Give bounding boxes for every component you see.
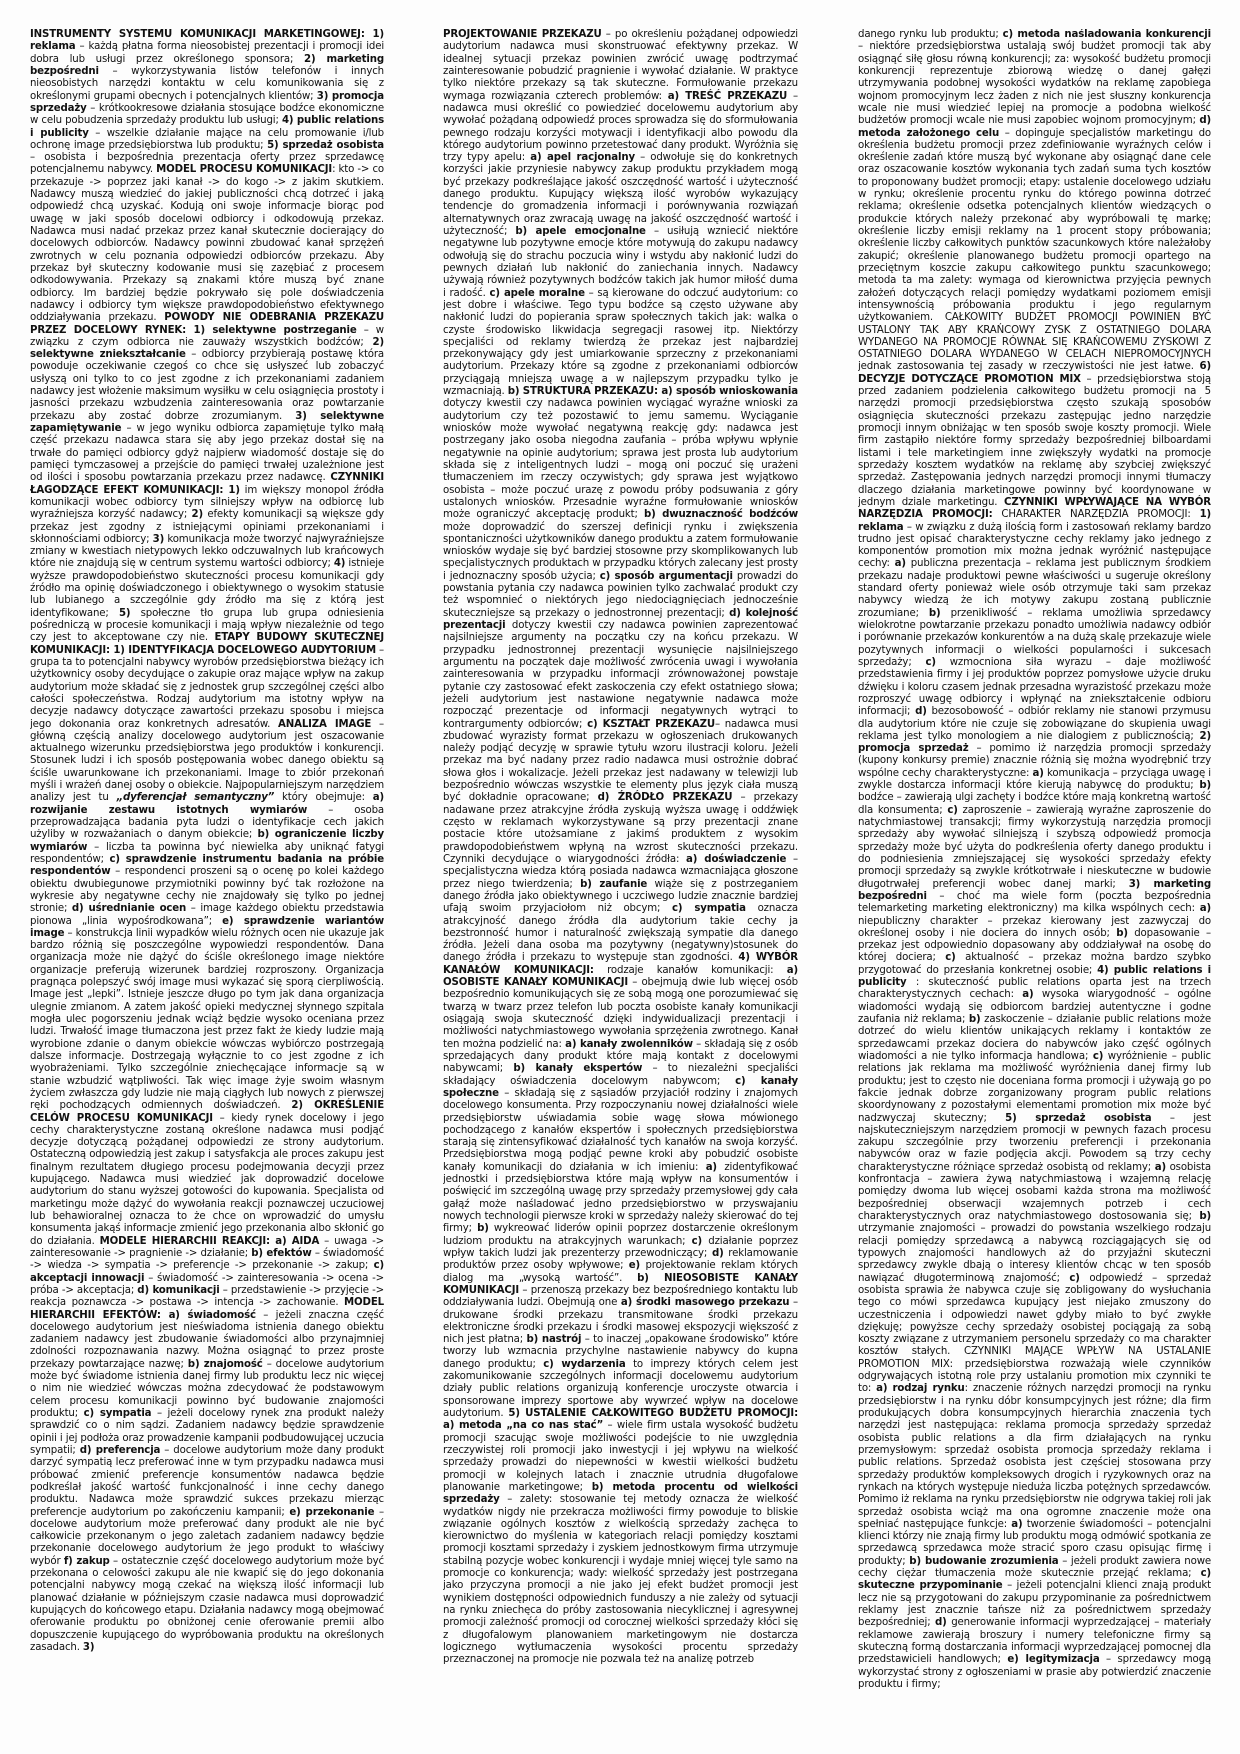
- body-text: wyróżnienie – public relations jak reklama ma możliwość wyróżnienia danej firmy lub produktu; jest to często nie doceniana forma promocji i używają go po fakcie jednak dobrze zorganizowany program public relations skoordynowany z pozostałymi elementami promotion mix może być nadzwyczaj skuteczny;: [858, 1050, 1211, 1124]
- body-text: – to niezależni specjaliści składający oświadczenia docelowym nabywcom;: [443, 1063, 798, 1087]
- inline-heading: a): [894, 558, 906, 570]
- inline-heading: b) budowanie zrozumienia: [909, 1555, 1059, 1567]
- body-text: prowadzi do powstania pytania czy nadawca powinien tylko zachwalać produkt czy też wspomnieć o niektórych jego niedociągnięciach jednocześnie skuteczniejsze są przekazy o jednostronnej prezentacji;: [443, 570, 798, 619]
- inline-heading: POWODY NIE ODEBRANIA PRZEKAZU PRZEZ DOCELOWY RYNEK: 1) selektywne postrzeganie: [30, 312, 384, 336]
- inline-heading: a) środki masowego przekazu: [620, 1297, 790, 1309]
- inline-heading: 2) OKREŚLENIE CELÓW PROCESU KOMUNIKACJI: [30, 1100, 384, 1124]
- inline-heading: 6) DECYZJE DOTYCZĄCE PROMOTION MIX: [858, 361, 1211, 385]
- body-text: – respondenci proszeni są o ocenę po kolei każdego obiektu dwubiegunowe przymiotniki powinny być tak rozłożone na wykresie aby negatywne cechy nie znajdowały się tylko po jednej stronie;: [30, 866, 384, 915]
- inline-heading: c): [1092, 1050, 1104, 1062]
- body-text: utrzymanie znajomości – prowadzi do powstania wszelkiego rodzaju relacji pomiędzy sprzedawcą a nabywcą rozciągających się od typowych znajomości handlowych aż do przyjaźni skuteczni sprzedawcy zwykle dbają o interesy klientów chcąc w ten sposób nawiązać długoterminową znajomość;: [858, 1223, 1211, 1284]
- inline-heading: d) preferencja: [79, 1444, 161, 1456]
- body-text: osobista konfrontacja – zawiera żywą natychmiastową i wzajemną relację pomiędzy dwoma lub więcej osobami każda strona ma możliwość bezpośredniej obserwacji wzajemnych potrzeb i cech charakterystycznych oraz natychmiastowego dostosowania się;: [858, 1161, 1211, 1222]
- body-text: – po określeniu pożądanej odpowiedzi audytorium nadawca musi skonstruować efektywny przekaz. W idealnej sytuacji przekaz powinien zwrócić uwagę podtrzymać zainteresowanie pobudzić pragnienie i wywołać działanie. W praktyce tylko niektóre przekazy są tak skuteczne. Formułowanie przekazu wymaga rozwiązania czterech problemów:: [443, 29, 798, 102]
- body-text: – uwaga -> zainteresowanie -> pragnienie -> działanie;: [30, 1235, 384, 1259]
- inline-heading: d) metoda założonego celu: [858, 115, 1211, 139]
- inline-heading: c): [925, 656, 936, 668]
- body-text: – krótkookresowe działania stosujące bodźce ekonomiczne w celu pobudzenia sprzedaży produktu lub usługi;: [30, 102, 384, 127]
- body-text: który obejmuje:: [274, 792, 373, 804]
- inline-heading: b): [1116, 927, 1128, 939]
- inline-heading: INSTRUMENTY SYSTEMU KOMUNIKACJI MARKETINGOWEJ: 1) reklama: [30, 29, 384, 53]
- body-text: – docelowe audytorium może preferować dany produkt ale nie być całkowicie przekonanym o jego zaletach zadaniem nadawcy będzie przekonanie docelowego audytorium że jego produkt to właściwy wybór: [30, 1506, 384, 1567]
- body-text: – specjalistyczna wiedza którą posiada nadawca wzmacniająca głoszone przez niego twierdzenia;: [443, 853, 798, 890]
- inline-heading: d): [711, 1247, 724, 1259]
- body-text: publiczna prezentacja – reklama jest publicznym środkiem przekazu nadaje produktowi pewne właściwości u sugeruje określony standard oferty ponieważ wiele osób otrzymuje taki sam przekaz nabywcy wiedzą że ich motywy zakupu zostaną publicznie zrozumiane;: [858, 558, 1211, 619]
- inline-heading: c) sposób argumentacji: [599, 570, 733, 582]
- inline-heading: a) TREŚĆ PRZEKAZU: [667, 90, 788, 102]
- body-text: tworzenie świadomości – potencjalni klienci którzy nie znają firmy lub produktu mogą odmówić spotkania ze sprzedawcą sprzedawca może stracić sporo czasu opisując firmę i produkty;: [858, 1518, 1211, 1567]
- body-text: – usiłują wzniecić niektóre negatywne lub pozytywne emocje które motywują do zakupu nadawcy odwołują się do strachu poczucia winy i wstydu aby nakłonić ludzi do pewnych działań lub nakłonić do zaniechania innych. Nadawcy używają również pozytywnych bodźców takich jak humor miłość duma i radość.: [443, 226, 798, 299]
- inline-heading: 3): [82, 1641, 95, 1653]
- inline-heading: d) kolejność prezentacji: [443, 607, 798, 631]
- body-text: oznacza atrakcyjność danego źródła dla audytorium takie cechy ja bezstronność humor i naturalność zwiększają sympatie dla danego źródła. Jeżeli dana osoba ma pozytywny (negatywny)stosunek do danego źródła i przekazu to występuje stan zgodności.: [443, 903, 798, 964]
- body-text: – konstrukcja linii wypadków wielu różnych ocen nie ukazuje jak bardzo różnią się poszczególne wypowiedzi respondentów. Dana organizacja może nie dążyć do ściśle określonego image niektóre organizacje preferują wizerunek bardziej rozproszony. Organizacja pragnąca polepszyć swój image musi wykazać się sporą cierpliwością. Image jest „lepki”. Istnieje jeszcze długo po tym jak dana organizacja ulegnie zmianom. A zatem jakość opieki medycznej słynnego szpitala mogła ulec pogorszeniu jednak wciąż będzie wysoko oceniana przez ludzi. Trwałość image tłumaczona jest przez fakt że kiedy ludzie mają wyrobione zdanie o danym obiekcie wówczas wybiórczo postrzegają dalsze informacje. Dostrzegają wyłącznie to co jest zgodne z ich wyobrażeniami. Tylko szczególnie zniechęcające informacje są w stanie wzbudzić wątpliwości. Tak więc image żyje swoim własnym życiem zwłaszcza gdy ludzie nie mają ciągłych lub nowych z pierwszej ręki pochodzących odmiennych doświadczeń.: [30, 927, 384, 1112]
- body-text: wykreować liderów opinii poprzez dostarczenie określonym ludziom produktu na atrakcyjnych warunkach;: [443, 1223, 798, 1247]
- inline-heading: e): [628, 1260, 641, 1272]
- inline-heading: a) rozwijanie zestawu istotnych wymiarów: [30, 792, 384, 816]
- inline-heading: a): [1032, 767, 1044, 779]
- inline-heading: b) znajomość: [187, 1358, 263, 1370]
- body-text: – składają się z sąsiadów przyjaciół rodziny i znajomych docelowego konsumenta. Przy rozpoczynaniu nowej działalności wiele przedsiębiorstw uświadamia sobie wagę słowa mówionego pochodzącego z kanałów ekspertów i społecznych przedsiębiorstwa starają się zintensyfikować działalność tych kanałów na swoja korzyść. Przedsiębiorstwa mogą podjąć pewne kroki aby pobudzić osobiste kanały komunikacji do działania w ich imieniu:: [443, 1087, 798, 1173]
- inline-heading: 5) USTALENIE CAŁKOWITEGO BUDŻETU PROMOCJI: a) metoda „na co nas stać”: [443, 1408, 798, 1432]
- body-text: – świadomość -> wiedza -> sympatia -> preferencje -> przekonanie -> zakup;: [30, 1247, 384, 1272]
- body-text: bezosobowość – odbiór reklamy nie stanowi przymusu dla audytorium które nie czuje się zobowiązane do skupienia uwagi reklama jest tylko monologiem a nie dialogiem z publicznością;: [858, 706, 1211, 742]
- body-text: – odwołuje się do konkretnych korzyści jakie przyniesie nabywcy zakup produktu przykładem mogą być przekazy podkreślające jakość oszczędność wartość i użyteczność danego produktu. Kupujący większą ilość wyrobów wykazujący tendencje do gromadzenia informacji i porównywania rozwiązań alternatywnych oraz zwracają uwagę na jakość oszczędność wartość i użyteczność;: [443, 152, 798, 237]
- inline-heading: a): [1011, 1518, 1023, 1530]
- body-text: im większy monopol źródła komunikacji wobec odbiorcy tym silniejszy wpływ na odbiorcę lub wyraźniejsza korzyść nadawcy;: [30, 484, 384, 521]
- body-text: zaskoczenie – działanie public relations może dotrzeć do wielu klientów unikających reklamy i kontaktów ze sprzedawcami przekaz dociera do nabywców jako część ogólnych wiadomości a nie tylko informacja handlowa;: [858, 1014, 1211, 1062]
- inline-heading: b) apele emocjonalne: [515, 226, 646, 237]
- body-text: – osoba przeprowadzająca badania pyta ludzi o identyfikacje cech jakich użyliby w rozważaniach o danym obiekcie;: [30, 804, 384, 841]
- text-column-3: [858, 29, 1211, 1741]
- inline-heading: c) sprawdzenie instrumentu badania na próbie respondentów: [30, 853, 384, 878]
- body-text: – odbiorcy przybierają postawę która powoduje oczekiwanie czegoś co chce się usłyszeć lub zobaczyć usłyszą oni tylko to co jest zgodne z ich przekonaniami zadaniem nadawcy jest włożenie maksimum wysiłku w celu osiągnięcia prostoty i jasności przekazu wzbudzenia zainteresowania oraz powtarzanie przekazu aby zostać dobrze zrozumianym.: [30, 349, 384, 422]
- inline-heading: a) doświadczenie: [686, 853, 787, 865]
- inline-heading: 4) WYBÓR KANAŁÓW KOMUNIKACJI:: [443, 952, 798, 976]
- body-text: – grupa ta to potencjalni nabywcy wyrobów przedsiębiorstwa bieżący ich użytkownicy osoby decydujące o zakupie oraz mające wpływ na zakup audytorium może składać się z jednostek grup szczególnej części albo całości społeczeństwa. Rodzaj audytorium ma istotny wpływ na decyzje nadawcy dotyczące zawartości przekazu sposobu i miejsca jego dokonania oraz konkretnych adresatów.: [30, 644, 384, 730]
- inline-heading: a) OSOBISTE KANAŁY KOMUNIKACJI: [443, 964, 798, 989]
- inline-heading: b): [1199, 1211, 1211, 1222]
- body-text: – w związku z dużą ilością form i zastosowań reklamy bardzo trudno jest opisać charakterystyczne cechy reklamy jako jednego z komponentów promotion mix można jednak wyróżnić następujące cechy:: [858, 521, 1211, 570]
- body-text: może doprowadzić do szerszej definicji rynku i zwiększenia spontaniczności użytkowników danego produktu a zatem formułowanie wniosków wydaje się być bardziej stosowne przy skomplikowanych lub specjalistycznych produktach w przypadku których zalecany jest prosty i jednoznaczny sposób użycia;: [443, 521, 798, 582]
- inline-heading: d) komunikacji: [137, 1284, 220, 1296]
- body-text: wzmocniona siła wyrazu – daje możliwość przedstawienia firmy i jej produktów poprzez pomysłowe użycie druku dźwięku i koloru czasem jednak przesadna wyrazistość przekazu może rozproszyć uwagę odbiorcy i wpłynąć na zniekształcenie odbioru informacji;: [858, 656, 1211, 718]
- inline-heading: b) NIEOSOBISTE KANAŁY KOMUNIKACJI: [443, 1272, 798, 1296]
- body-text: – główną częścią analizy docelowego audytorium jest oszacowanie aktualnego wizerunku przedsiębiorstwa jego produktów i konkurencji. Stosunek ludzi i ich sposób postępowania wobec danego obiektu są ściśle uwarunkowane ich przekonaniami. Image to zbiór przekonań myśli i wrażeń danej osoby o obiekcie. Najpopularniejszym narzędziem analizy jest tu: [30, 718, 384, 804]
- body-text: – przedsiębiorstwa stoją przed zadaniem podzielenia całkowitego budżetu promocji na 5 narzędzi promocji przedsiębiorstwa często szukają sposobów osiągnięcia skuteczności przekazu zastępując jedno narzędzie promocji innym obniżając w ten sposób swoje koszty promocji. Wiele firm zastąpiło niektóre formy sprzedaży bezpośredniej bilboardami listami i tele marketingiem inne zwiększyły wydatki na promocje sprzedaży kosztem wydatków na reklamę aby szybciej zwiększyć sprzedaż. Zastępowania jednych narzędzi promocji innymi tłumaczy dlaczego działania marketingowe powinny być koordynowane w jednym dziale marketingu.: [858, 373, 1211, 508]
- inline-heading: 5): [118, 607, 131, 619]
- inline-heading: d) uśrednianie ocen: [71, 903, 187, 915]
- body-text: CHARAKTER NARZĘDZIA PROMOCJI:: [992, 509, 1200, 521]
- inline-heading: d) ŹRÓDŁO PRZEKAZU: [597, 792, 733, 804]
- body-text: – każdą płatna forma nieosobistej prezentacji i promocji idei dobra lub usługi przez określonego sponsora;: [30, 41, 384, 65]
- inline-heading: 3) marketing bezpośredni: [858, 878, 1211, 902]
- inline-heading: c) metoda naśladowania konkurencji: [1002, 29, 1211, 40]
- inline-heading: b) STRUKTURA PRZEKAZU: a) sposób wnioskowania: [507, 386, 798, 398]
- body-text: – kiedy rynek docelowy i jego cechy charakterystyczne zostaną określone nadawca musi podjąć decyzje dotyczącą pożądanej odpowiedzi ze strony audytorium. Ostateczną odpowiedzią jest zakup i satysfakcja ale proces zakupu jest finalnym rezultatem długiego procesu podejmowania decyzji przez kupującego. Nadawca musi wiedzieć jak doprowadzić docelowe audytorium do stanu wyższej gotowości do kupowania. Specjalista od marketingu może dążyć do wywołania reakcji poznawczej uczuciowej lub behawioralnej oznacza to że chce on wprowadzić do umysłu konsumenta jakąś informacje zmienić jego przekonania albo skłonić go do działania.: [30, 1112, 384, 1247]
- inline-heading: 2) marketing bezpośredni: [30, 53, 384, 77]
- body-text: danego rynku lub produktu;: [858, 29, 1003, 40]
- body-text: – niektóre przedsiębiorstwa ustalają swój budżet promocji tak aby osiągnąć siłę głosu równą konkurencji; za: wysokość budżetu promocji konkurencji reprezentuje zbiorową wiedzę o danej gałęzi utrzymywania podobnej wysokości wydatków na reklamę zapobiega wojnom promocyjnym lecz żaden z nich nie jest słuszny konkurencja wcale nie musi wiedzieć lepiej na promocje a podobna wielkość budżetów promocji wcale nie musi zapobiec wojnom promocyjnym;: [858, 41, 1211, 127]
- body-text: dopasowanie – przekaz jest odpowiednio dopasowany aby oddziaływał na osobę do której dociera;: [858, 927, 1211, 964]
- inline-heading: c): [691, 1235, 703, 1247]
- inline-heading: 2): [191, 509, 203, 521]
- body-text: przenikliwość – reklama umożliwia sprzedawcy wielokrotne powtarzanie przekazu ponadto umożliwia nadawcy odbiór i porównanie przekazów konkurentów a na dużą skalę przekazuje wiele pozytywnych informacji o wielkości popularności i sukcesach sprzedaży;: [858, 607, 1211, 668]
- body-text: – jeżeli znaczna część docelowego audytorium jest nieświadoma istnienia danego obiektu zadaniem nadawcy jest zbudowanie świadomości albo przynajmniej zdolności rozpoznawania nazwy. Można osiągnąć to przez proste przekazy powtarzające nazwę;: [30, 1309, 384, 1370]
- inline-heading: c): [1069, 1272, 1080, 1284]
- body-text: – ostatecznie część docelowego audytorium może być przekonana o celowości zakupu ale nie kwapić się do jego dokonania potencjalni nabywcy mogą czekać na większą ilość informacji lub planować działanie w późniejszym czasie nadawca musi doprowadzić kupujących do końcowego etapu. Działania nadawcy mogą obejmować oferowanie produktu po obniżonej cenie oferowanie premii albo dopuszczenie kupującego do wypróbowania produktu na określonych zasadach.: [30, 1555, 384, 1653]
- inline-heading: f) zakup: [63, 1555, 110, 1567]
- body-text: – jeżeli produkt zawiera nowe cechy ciężar tłumaczenia może skutecznie przejąć reklama;: [858, 1555, 1211, 1580]
- body-text: – przenoszą przekazy bez bezpośredniego kontaktu lub oddziaływania ludzi. Obejmują one: [443, 1284, 798, 1309]
- body-text: komunikacja może tworzyć najwyraźniejsze zmiany w kwestiach nietypowych lekko odczuwalnych lub krańcowych które nie znajdują się w centrum systemu wartości odbiorcy;: [30, 533, 384, 570]
- body-text: aktualność – przekaz można bardzo szybko przygotować do przesłania konkretnej osobie;: [858, 952, 1211, 976]
- inline-heading: c) skuteczne przypominanie: [858, 1568, 1211, 1592]
- body-text: – dopinguje specjalistów marketingu do określenia budżetu promocji przez zdefiniowanie wyraźnych celów i określenie zadań które muszą być wykonane aby osiągnąć dane cele oraz oszacowanie kosztów wykonania tych zadań suma tych kosztów to proponowany budżet promocji; etapy: ustalenie docelowego udziału w rynku; określenie procentu rynku do którego powinna dotrzeć reklama; określenie odsetka potencjalnych klientów wiedzących o produkcie których należy przekonać aby wypróbowali tę markę; określenie liczby emisji reklamy na 1 procent stopy próbowania; określenie liczby całkowitych punktów szacunkowych które należałoby zakupić; określenie planowanego budżetu promocji opartego na przeciętnym koszcie zakupu całkowitego punktu szacunkowego; metoda ta ma zalety: wymaga od kierownictwa przyjęcia pewnych założeń dotyczących relacji pomiędzy wydatkami poziomem emisji intensywnością próbowania produktu i jego regularnym użytkowaniem. CAŁKOWITY BUDŻET PROMOCJI POWINIEN BYĆ USTALONY TAK ABY KRAŃCOWY ZYSK Z OSTATNIEGO DOLARA WYDANEGO NA PROMOCJE RÓWNAŁ SIĘ KRAŃCOWEMU ZYSKOWI Z OSTATNIEGO DOLARA WYDANEGO W CELACH NIEPROMOCYJNYCH jednak zastosowania tej zasady w rzeczywistości nie jest łatwe.: [858, 127, 1211, 373]
- inline-heading: a) kanały zwolenników: [565, 1038, 693, 1050]
- inline-heading: CZYNNIKI WPŁYWAJĄCE NA WYBÓR NARZĘDZIA PROMOCJI:: [858, 496, 1211, 521]
- body-text: – liczba ta powinna być niewielka aby uniknąć fatygi respondentów;: [30, 841, 384, 865]
- inline-heading: 1) reklama: [858, 509, 1211, 533]
- inline-heading: 4) public relations i publicity: [30, 115, 384, 139]
- body-text: dotyczy kwestii czy nadawca powinien zaprezentować najsilniejsze argumenty na początku czy na końcu przekazu. W przypadku jednostronnej prezentacji wysunięcie najsilniejszego argumentu na początek daje możliwość zwrócenia uwagi i wywołania zainteresowania w przypadku informacji zrównoważonej powstaje pytanie czy zastosować efekt zaskoczenia czy efekt ostatniego słowa; jeżeli audytorium jest nastawione negatywnie nadawca może rozpocząć prezentacje od informacji negatywnych wytrąci to kontrargumenty odbiorców;: [443, 620, 798, 730]
- body-text: wysoka wiarygodność – ogólne wiadomości wydają się odbiorcom bardziej autentyczne i godne zaufania niż reklama;: [858, 989, 1211, 1025]
- inline-heading: b): [968, 1014, 981, 1025]
- inline-heading: b): [928, 607, 941, 619]
- body-text: odpowiedź – sprzedaż osobista sprawia że nabywca czuje się zobligowany do wysłuchania tego co mówi sprzedawca kupujący jest niejako zmuszony do uczestniczenia i odpowiedzi nawet gdyby miało to być zwykłe dziękuję; powyższe cechy sprzedaży osobistej pociągają za sobą koszty związane z utrzymaniem personelu sprzedaży co ma charakter kosztów stałych. CZYNNIKI MAJĄCE WPŁYW NA USTALANIE PROMOTION MIX: przedsiębiorstwa rozważają wiele czynników odgrywających istotną role przy ustalaniu promotion mix czynniki te to:: [858, 1272, 1211, 1395]
- body-text: – jeżeli docelowy rynek zna produkt należy sprawdzić co o nim sądzi. Zadaniem nadawcy będzie sprawdzenie opinii i jej podłoża oraz prowadzenie kampanii podbudowującej uczucia sympatii;: [30, 1408, 384, 1456]
- inline-heading: d): [935, 1617, 947, 1629]
- inline-heading: b) dwuznaczność bodźców: [643, 509, 798, 521]
- body-text: – pomimo iż narzędzia promocji sprzedaży (kupony konkursy premie) znacznie różnią się można wyodrębnić trzy wspólne cechy charakterystyczne:: [858, 743, 1211, 779]
- body-text: – nadawca musi zbudować wyrazisty format przekazu w ogłoszeniach drukowanych należy podjąć decyzję w sprawie tytułu wzoru ilustracji koloru. Jeżeli przekaz ma być nadany przez radio nadawca musi ostrożnie dobrać słowa głos i wokalizacje. Jeżeli przekaz jest nadawany w telewizji lub bezpośrednio wówczas wszystkie te elementy plus język ciała muszą być dokładnie opracowane;: [443, 718, 798, 804]
- body-text: – drukowane środki przekazu transmitowane środki przekazu elektroniczne środki przekazu i środki masowej ekspozycji większość z nich jest płatna;: [443, 1297, 798, 1346]
- body-text: niepubliczny charakter – przekaz kierowany jest zazwyczaj do określonej osoby i nie dociera do innych osób;: [858, 915, 1211, 939]
- body-text: wiąże się z postrzeganiem danego źródła jako obiektywnego i uczciwego ludzie znacznie bardziej ufają swoim przyjaciołom niż obcym;: [443, 878, 798, 915]
- body-text: – jest najskuteczniejszym narzędziem promocji w pewnych fazach procesu zakupu szczególnie przy tworzeniu preferencji i przekonania nabywców oraz w fazie podjęcia akcji. Powodem są trzy cechy charakterystyczne różniące sprzedaż osobistą od reklamy;: [858, 1112, 1211, 1173]
- inline-heading: „dyferencjał semantyczny”: [116, 792, 275, 804]
- inline-heading: ANALIZA IMAGE: [277, 718, 372, 730]
- body-text: – zalety: stosowanie tej metody oznacza że wielkość wydatków nigdy nie przekracza możliwości firmy powoduje to bliskie związanie ogólnych kosztów z wielkością sprzedaży zachęca to kierownictwo do myślenia w kategoriach relacji pomiędzy kosztami promocji kosztami sprzedaży i zyskiem jednostkowym firma utrzymuje stabilną pozycje wobec konkurencji i wydaje mniej więcej tyle samo na promocje co konkurencja; wady: wielkość sprzedaży jest postrzegana jako przyczyna promocji a nie jako jej efekt budżet promocji jest wynikiem dostępności odpowiednich funduszy a nie zależy od sytuacji na rynku zniechęca do próby zastosowania niecyklicznej i agresywnej promocji zależność promocji od corocznej wielkości sprzedaży kłóci się z długofalowym planowaniem marketingowym nie dostarcza logicznego wytłumaczenia wysokości procentu sprzedaży przeznaczonej na promocje nie pozwala też na analizę potrzeb: [443, 1494, 798, 1666]
- body-text: efekty komunikacji są większe gdy przekaz jest zgodny z istniejącymi opiniami przekonaniami i skłonnościami odbiorcy;: [30, 509, 384, 545]
- body-text: działanie poprzez wpływ takich ludzi jak prezenterzy przewodniczący;: [443, 1235, 798, 1259]
- text-column-1: [30, 29, 384, 1741]
- inline-heading: a): [1154, 1161, 1166, 1173]
- inline-heading: ETAPY BUDOWY SKUTECZNEJ KOMUNIKACJI: 1) IDENTYFIKACJA DOCELOWEGO AUDYTORIUM: [30, 632, 384, 656]
- inline-heading: c) sympatia: [671, 903, 746, 915]
- body-text: – nadawca musi określić co powiedzieć docelowemu audytorium aby wywołać pożądaną odpowiedź proces sprowadza się do sformułowania pewnego rodzaju korzyści motywacji i identyfikacji albo powodu dla którego audytorium powinno przetestować dany produkt. Wyróżnia się trzy typy apelu:: [443, 90, 798, 164]
- body-text: : znaczenie różnych narzędzi promocji na rynku przedsiębiorstw i na rynku dóbr konsumpcyjnych jest różne; dla firm produkujących dobra konsumpcyjnych hierarchia znaczenia tych narzędzi jest następująca: reklama promocja sprzedaży sprzedaż osobista public relations a dla firm działających na rynku przemysłowym: sprzedaż osobista promocja sprzedaży reklama i public relations. Sprzedaż osobista jest częściej stosowana przy sprzedaży produktów kompleksowych drogich i ryzykownych oraz na rynkach na których występuje nieduża liczba potężnych sprzedawców. Pomimo iż reklama na rynku przedsiębiorstw nie odgrywa takiej roli jak sprzedaż osobista wciąż ma ona ogromne znaczenie może ona spełniać następujące funkcje:: [858, 1383, 1211, 1530]
- body-text: – w jego wyniku odbiorca zapamiętuje tylko małą część przekazu nadawca stara się aby jego przekaz dostał się na trwałe do pamięci odbiorcy gdyż najpierw wiadomość dostaje się do pamięci tymczasowej a przejście do pamięci trwałej uzależnione jest od ilości i sposobu powtarzania przekazu przez nadawcę.: [30, 423, 384, 484]
- body-text: – osobista i bezpośrednia prezentacja oferty przez sprzedawcę potencjalnemu nabywcy.: [30, 152, 384, 176]
- body-text: – obejmują dwie lub więcej osób bezpośrednio komunikujących się ze sobą mogą one porozumiewać się twarzą w twarz przez telefon lub poczta osobiste kanały komunikacji osiągają swoja skuteczność dzięki indywidualizacji prezentacji i możliwości natychmiastowego wywołania sprzężenia zwrotnego. Kanał ten można podzielić na:: [443, 977, 798, 1050]
- inline-heading: b): [477, 1223, 489, 1235]
- inline-heading: PROJEKTOWANIE PRZEKAZU: [443, 29, 602, 40]
- body-text: : kto -> co przekazuje -> poprzez jaki kanał -> do kogo -> z jakim skutkiem. Nadawcy muszą wiedzieć do jakiej publiczności chcą dotrzeć i jaką odpowiedź chcą uzyskać. Kodują oni swoje informacje biorąc pod uwagę w jaki sposób docelowi odbiorcy i odkodowują przekaz. Nadawca musi nadać przekaz przez kanał skutecznie docierający do docelowych odbiorców. Nadawcy powinni zbudować kanał sprzężeń zwrotnych w celu poznania odpowiedzi odbiorców przekazu. Aby przekaz był skuteczny kodowanie musi się zazębiać z procesem odkodowywania. Przekazy są znakami które muszą być znane odbiorcy. Im bardziej będzie pokrywało się pole doświadczenia nadawcy i odbiorcy tym większe prawdopodobieństwo efektywnego oddziaływania przekazu.: [30, 164, 384, 324]
- body-text: dotyczy kwestii czy nadawca powinien wyciągać wyraźne wnioski za audytorium czy też pozostawić to jemu samemu. Wyciąganie wniosków może wywołać negatywną reakcję gdy: nadawca jest postrzegany jako osoba niegodna zaufania – próba wpływu wpłynie negatywnie na opinie audytorium; sprawa jest prosta lub audytorium składa się z inteligentnych ludzi – mogą oni poczuć się urażeni tłumaczeniem im rzeczy oczywistych; gdy sprawa jest wyjątkowo osobista – może poczuć urazę z powodu próby podsuwania z góry ustalonych wniosków. Przesadnie wyraźne formułowanie wniosków może ograniczyć akceptację produkt;: [443, 398, 798, 521]
- body-text: rodzaje kanałów komunikacji:: [593, 964, 787, 976]
- inline-heading: a) rodzaj rynku: [876, 1383, 965, 1395]
- text-column-2: [443, 29, 798, 1741]
- inline-heading: b) metoda procentu od wielkości sprzedaży: [443, 1481, 798, 1506]
- body-text: bodźce – zawierają ulgi zachęty i bodźce które mają konkretną wartość dla konsumenta;: [858, 792, 1211, 816]
- body-text: – wiele firm ustala wysokość budżetu promocji szacując swoje możliwości podejście to nie uwzględnia rzeczywistej roli promocji jako inwestycji i jej wpływu na wielkość sprzedaży prowadzi do niepewności w kwestii wielkości budżetu promocji w kolejnych latach i znacznie utrudnia długofalowe planowanie marketingowe;: [443, 1420, 798, 1493]
- body-text: – jeżeli potencjalni klienci znają produkt lecz nie są przygotowani do zakupu przypominanie za pośrednictwem reklamy jest znacznie tańsze niż za pośrednictwem sprzedaży bezpośredniej;: [858, 1580, 1211, 1629]
- inline-heading: d): [915, 706, 927, 718]
- inline-heading: c) sympatia: [83, 1408, 152, 1419]
- inline-heading: b) kanały ekspertów: [513, 1063, 643, 1075]
- body-text: – wszelkie działanie mające na celu promowanie i/lub ochronę image przedsiębiorstwa lub produktu;: [30, 127, 384, 151]
- inline-heading: 5) sprzedaż osobista: [1005, 1112, 1152, 1124]
- body-text: istnieje wyższe prawdopodobieństwo skuteczności procesu komunikacji gdy źródło ma opinię doświadczonego i obiektywnego o wysokim statusie lub lubianego a szczególnie gdy źródło ma się z którą jest identyfikowane;: [30, 558, 384, 619]
- inline-heading: e) sprawdzenie wariantów image: [30, 915, 384, 939]
- body-text: – docelowe audytorium może dany produkt darzyć sympatią lecz preferować inne w tym przypadku nadawca musi próbować zmienić preferencje konsumentów nadawca będzie podkreślał jakość wartość funkcjonalność i inne cechy danego produktu. Nadawca może sprawdzić sukces przekazu mierząc preferencje audytorium po zakończeniu kampanii;: [30, 1444, 384, 1518]
- inline-heading: b) zaufanie: [580, 878, 648, 890]
- body-text: generowanie informacji wyprzedzającej – materiały reklamowe zawierają broszury i numery telefoniczne firmy są skuteczną formą dostarczania informacji wyprzedzającej pomocnej dla przedstawicieli handlowych;: [858, 1617, 1211, 1666]
- body-text: – przekazy nadawane przez atrakcyjne źródła zyskują wyższa uwagę i oddźwięk często w reklamach wykorzystywane są przy prezentacji znane postacie które utożsamiane z jakimś produktem z wysokim prawdopodobieństwem wpłyną na wzrost skuteczności przekazu. Czynniki decydujące o wiarygodności źródła:: [443, 792, 798, 865]
- inline-heading: CZYNNIKI ŁAGODZĄCE EFEKT KOMUNIKACJI: 1): [30, 472, 384, 496]
- inline-heading: b) efektów: [251, 1247, 312, 1259]
- inline-heading: 4) public relations i publicity: [858, 964, 1211, 989]
- body-text: reklamowanie produktów przez osoby wpływowe;: [443, 1247, 798, 1272]
- inline-heading: b) ograniczenie liczby wymiarów: [30, 829, 384, 853]
- inline-heading: c): [945, 952, 956, 964]
- body-text: zidentyfikować jednostki i przedsiębiorstwa które mają wpływ na konsumentów i poświęcić im szczególną uwagę przy sprzedaży przemysłowej gdy cała gałąź może naśladować jedno przedsiębiorstwo w przyswajaniu nowych technologii pierwsze kroki w sprzedaży należy skierować do tej firmy;: [443, 1161, 798, 1235]
- inline-heading: MODEL HIERARCHII EFEKTÓW: a) świadomość: [30, 1297, 384, 1321]
- body-text: – w związku z czym odbiorca nie zauważy wszystkich bodźców;: [30, 324, 384, 348]
- body-text: to imprezy których celem jest zakomunikowanie szczególnych informacji docelowemu audytorium działy public relations organizują konferencje uroczyste otwarcia i sponsorowane imprezy sportowe aby wywrzeć wpływ na docelowe audytorium.: [443, 1358, 798, 1419]
- body-text: – wykorzystywania listów telefonów i innych nieosobistych narzędzi kontaktu w celu komunikowania się z określonymi grupami obecnych i potencjalnych klientów;: [30, 65, 384, 102]
- inline-heading: c): [947, 804, 958, 816]
- inline-heading: MODELE HIERARCHII REAKCJI: a) AIDA: [99, 1235, 320, 1247]
- inline-heading: a): [705, 1161, 717, 1173]
- inline-heading: a) apel racjonalny: [530, 152, 635, 164]
- inline-heading: b) nastrój: [526, 1334, 582, 1346]
- body-text: społeczne tło grupa lub grupa odniesienia pośredniczą w procesie komunikacji i mają wpływ niezależnie od tego czy jest to akceptowane czy nie.: [30, 607, 384, 644]
- inline-heading: c) kanały społeczne: [443, 1075, 798, 1099]
- inline-heading: 3): [152, 533, 165, 545]
- body-text: : skuteczność public relations oparta jest na trzech charakterystycznych cechach:: [858, 977, 1211, 1001]
- body-text: projektowanie reklam których dialog ma „wysoką wartość”.: [443, 1260, 798, 1284]
- body-text: komunikacja – przyciąga uwagę i zwykle dostarcza informacji które kierują nabywcę do produktu;: [858, 767, 1211, 792]
- body-text: – są kierowane do odczuć audytorium: co jest dobre i właściwe. Tego typu bodźce są często używane aby nakłonić ludzi do popierania spraw społecznych takich jak: walka o czyste środowisko likwidacja segregacji rasowej itp. Niektórzy specjaliści od reklamy twierdzą że przekaz jest najbardziej przekonywający gdy jest umiarkowanie sprzeczny z przekonaniami audytorium. Przekazy które są zgodne z przekonaniami odbiorców przyciągają mniejszą uwagę a w najlepszym przypadku tylko je wzmacniają.: [443, 287, 798, 398]
- body-text: – choć ma wiele form (poczta bezpośrednia telemarketing marketing elektroniczny) ma kilka wspólnych cech:: [858, 890, 1211, 915]
- inline-heading: MODEL PROCESU KOMUNIKACJI: [156, 164, 333, 176]
- inline-heading: 2) selektywne zniekształcanie: [30, 336, 384, 361]
- body-text: – image każdego obiektu przedstawia pionowa „linia wypośrodkowana”;: [30, 903, 384, 927]
- body-text: – przedstawienie -> przyjęcie -> reakcja poznawcza -> postawa -> intencja -> zachowanie.: [30, 1284, 384, 1309]
- inline-heading: a): [1199, 903, 1211, 915]
- inline-heading: e) legitymizacja: [1007, 1654, 1100, 1666]
- inline-heading: b): [1199, 780, 1211, 792]
- body-text: – składają się z osób sprzedających dany produkt które mają kontakt z docelowymi nabywcami;: [443, 1038, 798, 1075]
- inline-heading: 3) promocja sprzedaży: [30, 90, 384, 114]
- inline-heading: 4): [333, 558, 346, 570]
- body-text: – świadomość -> zainteresowania -> ocena -> próba -> akceptacja;: [30, 1272, 384, 1296]
- body-text: – docelowe audytorium może być świadome istnienia danej firmy lub produktu lecz nic więcej o nim nie wiedzieć wówczas można zdecydować że podstawowym celem procesu komunikacji powinno być budowanie znajomości produktu;: [30, 1358, 384, 1419]
- body-text: zaproszenie – zawierają wyraźne zaproszenie do natychmiastowej transakcji; firmy wykorzystują narzędzia promocji sprzedaży aby wywołać silniejszą i szybszą odpowiedź promocja sprzedaży może być użyta do podkreślenia oferty danego produktu i do podniesienia zmniejszającej się wysokości sprzedaży efekty promocji sprzedaży są zwykle krótkotrwałe i nieskuteczne w budowie długotrwałej preferencji wobec danej marki;: [858, 804, 1211, 890]
- inline-heading: c) wydarzenia: [543, 1358, 626, 1370]
- inline-heading: 3) selektywne zapamiętywanie: [30, 410, 384, 434]
- inline-heading: 2) promocja sprzedaż: [858, 730, 1211, 755]
- body-text: – sprzedawcy mogą wykorzystać strony z ogłoszeniami w prasie aby potwierdzić znaczenie produktu i firmy;: [858, 1654, 1211, 1690]
- inline-heading: 5) sprzedaż osobista: [267, 139, 384, 151]
- inline-heading: a): [1022, 989, 1034, 1001]
- inline-heading: e) przekonanie: [289, 1506, 375, 1518]
- body-text: – to inaczej „opakowane środowisko” które tworzy lub wzmacnia przychylne nastawienie nabywcy do kupna danego produktu;: [443, 1334, 798, 1370]
- inline-heading: c) KSZTAŁT PRZEKAZU: [587, 718, 715, 730]
- inline-heading: c) akceptacji innowacji: [30, 1260, 384, 1284]
- inline-heading: c) apele moralne: [489, 287, 585, 299]
